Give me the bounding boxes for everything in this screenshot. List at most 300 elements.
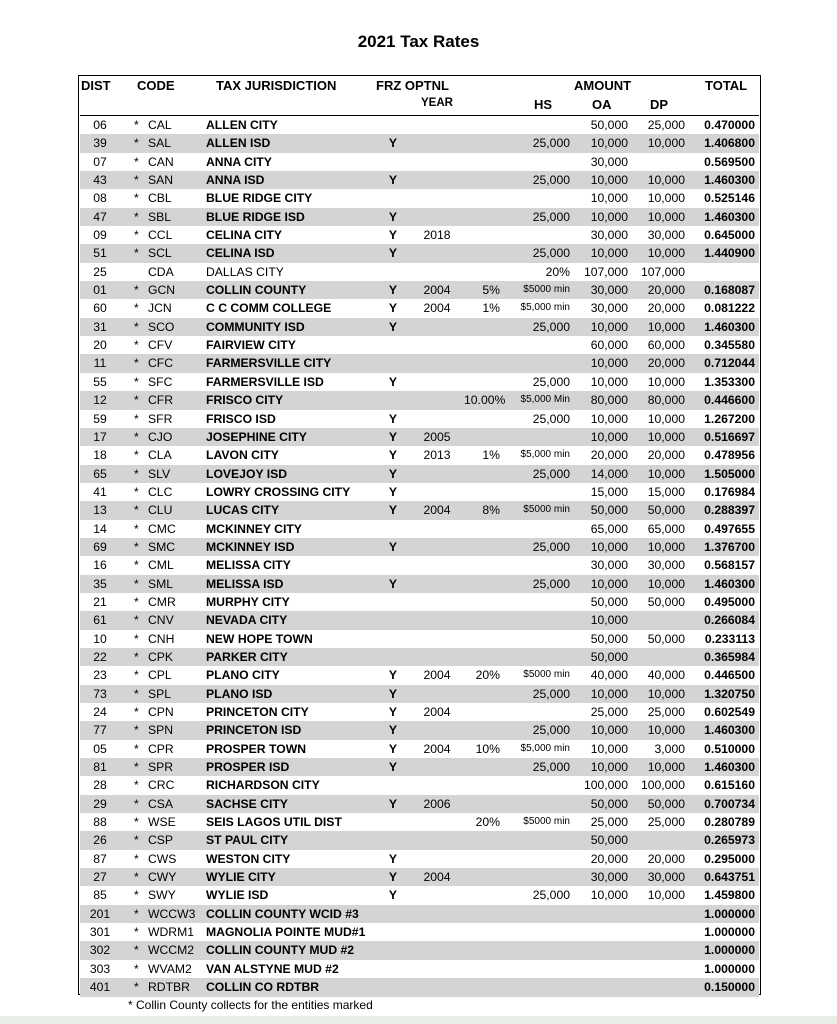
- collected-marker: *: [134, 173, 139, 188]
- jurisdiction-cell: COLLIN COUNTY: [206, 283, 307, 298]
- jurisdiction-cell: PLANO CITY: [206, 668, 280, 683]
- total-cell: 0.288397: [704, 503, 755, 518]
- dp-cell: 10,000: [647, 246, 685, 261]
- total-cell: 0.712044: [704, 356, 755, 371]
- hs-cell: $5,000 min: [520, 302, 570, 314]
- dp-cell: 15,000: [647, 484, 685, 499]
- table-row: [80, 134, 759, 152]
- oa-cell: 50,000: [590, 833, 628, 848]
- year-cell: 2004: [423, 503, 451, 518]
- total-cell: 1.460300: [704, 576, 755, 591]
- collected-marker: *: [134, 521, 139, 536]
- jurisdiction-cell: COLLIN CO RDTBR: [206, 980, 320, 995]
- dp-cell: 20,000: [647, 301, 685, 316]
- code-cell: CJO: [148, 429, 173, 444]
- dist-cell: 18: [93, 448, 107, 463]
- dp-cell: 10,000: [647, 686, 685, 701]
- dist-cell: 69: [93, 539, 107, 554]
- total-cell: 1.460300: [704, 319, 755, 334]
- oa-cell: 10,000: [590, 136, 628, 151]
- frz-cell: Y: [388, 173, 398, 188]
- table-row: [80, 428, 759, 446]
- year-cell: 2004: [423, 668, 451, 683]
- optional-pct-cell: 20%: [475, 815, 500, 830]
- total-cell: 1.376700: [704, 539, 755, 554]
- collected-marker: *: [134, 411, 139, 426]
- code-cell: CAN: [148, 154, 174, 169]
- table-row: [80, 721, 759, 739]
- dist-cell: 35: [93, 576, 107, 591]
- header-code: CODE: [137, 78, 175, 93]
- dist-cell: 85: [93, 888, 107, 903]
- oa-cell: 10,000: [590, 319, 628, 334]
- total-cell: 0.495000: [704, 594, 755, 609]
- dp-cell: 60,000: [647, 338, 685, 353]
- total-cell: 0.233113: [704, 631, 755, 646]
- table-row: [80, 630, 759, 648]
- dist-cell: 13: [93, 503, 107, 518]
- dp-cell: 107,000: [640, 264, 685, 279]
- dp-cell: 25,000: [647, 815, 685, 830]
- code-cell: CWS: [148, 851, 177, 866]
- collected-marker: *: [134, 649, 139, 664]
- total-cell: 1.460300: [704, 760, 755, 775]
- collected-marker: *: [134, 833, 139, 848]
- oa-cell: 10,000: [590, 686, 628, 701]
- oa-cell: 65,000: [590, 521, 628, 536]
- code-cell: SCO: [148, 319, 175, 334]
- code-cell: CNV: [148, 613, 174, 628]
- code-cell: CSA: [148, 796, 174, 811]
- oa-cell: 15,000: [590, 484, 628, 499]
- year-cell: 2004: [423, 741, 451, 756]
- header-year: YEAR: [421, 97, 453, 109]
- total-cell: 0.516697: [704, 429, 755, 444]
- collected-marker: *: [134, 393, 139, 408]
- oa-cell: 25,000: [590, 705, 628, 719]
- header-total: TOTAL: [705, 78, 748, 93]
- oa-cell: 10,000: [590, 374, 628, 389]
- total-cell: 0.700734: [704, 796, 755, 811]
- dist-cell: 55: [93, 374, 107, 389]
- code-cell: SML: [148, 576, 174, 591]
- code-cell: SAN: [148, 173, 174, 188]
- year-cell: 2004: [423, 705, 451, 719]
- total-cell: 1.353300: [704, 374, 755, 389]
- frz-cell: Y: [388, 851, 398, 866]
- collected-marker: *: [134, 484, 139, 499]
- jurisdiction-cell: CELINA CITY: [206, 228, 283, 243]
- table-row: [80, 336, 759, 354]
- dp-cell: 10,000: [647, 173, 685, 188]
- total-cell: 1.505000: [704, 466, 755, 481]
- hs-cell: 25,000: [532, 411, 570, 426]
- frz-cell: Y: [388, 668, 398, 683]
- table-row: [80, 318, 759, 336]
- jurisdiction-cell: PRINCETON ISD: [206, 723, 302, 738]
- jurisdiction-cell: FRISCO ISD: [206, 411, 276, 426]
- oa-cell: 10,000: [590, 173, 628, 188]
- total-cell: 0.569500: [704, 154, 755, 169]
- hs-cell: 25,000: [532, 136, 570, 151]
- collected-marker: *: [134, 723, 139, 738]
- frz-cell: Y: [388, 301, 398, 316]
- frz-cell: Y: [388, 448, 398, 463]
- frz-cell: Y: [388, 760, 398, 775]
- total-cell: 0.497655: [704, 521, 755, 536]
- oa-cell: 10,000: [590, 576, 628, 591]
- oa-cell: 14,000: [590, 466, 628, 481]
- table-row: [80, 556, 759, 574]
- hs-cell: $5,000 Min: [520, 394, 570, 406]
- code-cell: SPN: [148, 723, 174, 738]
- collected-marker: *: [134, 191, 139, 206]
- dist-cell: 401: [89, 980, 111, 995]
- code-cell: GCN: [148, 283, 176, 298]
- code-cell: CSP: [148, 833, 174, 848]
- oa-cell: 10,000: [590, 888, 628, 903]
- jurisdiction-cell: C C COMM COLLEGE: [206, 301, 332, 316]
- jurisdiction-cell: ANNA CITY: [206, 154, 272, 169]
- jurisdiction-cell: FARMERSVILLE CITY: [206, 356, 332, 371]
- year-cell: 2004: [423, 870, 451, 885]
- code-cell: CNH: [148, 631, 175, 646]
- jurisdiction-cell: SEIS LAGOS UTIL DIST: [206, 815, 342, 830]
- collected-marker: *: [134, 301, 139, 316]
- dist-cell: 39: [93, 136, 107, 151]
- table-row: [80, 410, 759, 428]
- collected-marker: *: [134, 980, 139, 995]
- table-row: [80, 520, 759, 538]
- header-dist: DIST: [81, 78, 111, 93]
- collected-marker: *: [134, 539, 139, 554]
- table-row: [80, 886, 759, 904]
- dp-cell: 25,000: [647, 118, 685, 132]
- table-row: [80, 281, 759, 299]
- frz-cell: Y: [388, 741, 398, 756]
- dist-cell: 61: [93, 613, 107, 628]
- dp-cell: 10,000: [647, 319, 685, 334]
- total-cell: 0.525146: [704, 191, 755, 206]
- jurisdiction-cell: MAGNOLIA POINTE MUD#1: [206, 925, 366, 940]
- frz-cell: Y: [388, 283, 398, 298]
- collected-marker: *: [134, 925, 139, 940]
- jurisdiction-cell: SACHSE CITY: [206, 796, 288, 811]
- oa-cell: 40,000: [590, 668, 628, 683]
- hs-cell: 25,000: [532, 576, 570, 591]
- optional-pct-cell: 1%: [482, 448, 500, 463]
- dp-cell: 100,000: [640, 778, 685, 793]
- collected-marker: *: [134, 558, 139, 573]
- oa-cell: 30,000: [590, 154, 628, 169]
- collected-marker: *: [134, 870, 139, 885]
- dist-cell: 28: [93, 778, 107, 793]
- optional-pct-cell: 10%: [475, 741, 500, 756]
- oa-cell: 10,000: [590, 209, 628, 224]
- dist-cell: 24: [93, 705, 107, 719]
- oa-cell: 10,000: [590, 741, 628, 756]
- jurisdiction-cell: LOWRY CROSSING CITY: [206, 484, 351, 499]
- dp-cell: 50,000: [647, 594, 685, 609]
- table-row: [80, 446, 759, 464]
- code-cell: CMR: [148, 594, 176, 609]
- dist-cell: 51: [93, 246, 107, 261]
- oa-cell: 10,000: [590, 246, 628, 261]
- collected-marker: *: [134, 246, 139, 261]
- frz-cell: Y: [388, 411, 398, 426]
- dp-cell: 10,000: [647, 429, 685, 444]
- total-cell: 1.460300: [704, 173, 755, 188]
- table-row: [80, 189, 759, 207]
- total-cell: 1.320750: [704, 686, 755, 701]
- table-row: [80, 703, 759, 721]
- year-cell: 2005: [423, 429, 451, 444]
- dist-cell: 77: [93, 723, 107, 738]
- collected-marker: *: [134, 576, 139, 591]
- table-row: [80, 538, 759, 556]
- dist-cell: 11: [93, 356, 107, 371]
- oa-cell: 50,000: [590, 649, 628, 664]
- page-bottom-bar: [0, 1016, 837, 1024]
- total-cell: 0.266084: [704, 613, 755, 628]
- collected-marker: *: [134, 851, 139, 866]
- dist-cell: 10: [93, 631, 107, 646]
- table-row: [80, 611, 759, 629]
- oa-cell: 30,000: [590, 228, 628, 243]
- dp-cell: 10,000: [647, 411, 685, 426]
- jurisdiction-cell: MURPHY CITY: [206, 594, 290, 609]
- dp-cell: 20,000: [647, 448, 685, 463]
- dist-cell: 07: [93, 154, 107, 169]
- table-row: [80, 666, 759, 684]
- hs-cell: 25,000: [532, 374, 570, 389]
- jurisdiction-cell: LOVEJOY ISD: [206, 466, 288, 481]
- total-cell: 0.615160: [704, 778, 755, 793]
- oa-cell: 50,000: [590, 503, 628, 518]
- code-cell: CMC: [148, 521, 176, 536]
- table-row: [80, 740, 759, 758]
- dist-cell: 21: [93, 594, 107, 609]
- total-cell: 0.265973: [704, 833, 755, 848]
- frz-cell: Y: [388, 576, 398, 591]
- collected-marker: *: [134, 613, 139, 628]
- oa-cell: 20,000: [590, 448, 628, 463]
- dist-cell: 88: [93, 815, 107, 830]
- collected-marker: *: [134, 356, 139, 371]
- frz-cell: Y: [388, 246, 398, 261]
- code-cell: CPN: [148, 705, 174, 719]
- collected-marker: *: [134, 594, 139, 609]
- dp-cell: 10,000: [647, 191, 685, 206]
- table-row: [80, 758, 759, 776]
- total-cell: 0.176984: [704, 484, 755, 499]
- total-cell: 1.000000: [704, 925, 755, 940]
- jurisdiction-cell: MELISSA ISD: [206, 576, 284, 591]
- total-cell: 0.645000: [704, 228, 755, 243]
- table-row: [80, 648, 759, 666]
- total-cell: 1.460300: [704, 209, 755, 224]
- dp-cell: 20,000: [647, 356, 685, 371]
- hs-cell: 25,000: [532, 246, 570, 261]
- oa-cell: 10,000: [590, 356, 628, 371]
- table-row: [80, 978, 759, 996]
- dist-cell: 26: [93, 833, 107, 848]
- dist-cell: 29: [93, 796, 107, 811]
- total-cell: 1.000000: [704, 906, 755, 921]
- dist-cell: 16: [93, 558, 107, 573]
- total-cell: 0.150000: [704, 980, 755, 995]
- jurisdiction-cell: LUCAS CITY: [206, 503, 280, 518]
- collected-marker: *: [134, 943, 139, 958]
- dist-cell: 20: [93, 338, 107, 353]
- jurisdiction-cell: PROSPER ISD: [206, 760, 290, 775]
- table-row: [80, 226, 759, 244]
- dist-cell: 73: [93, 686, 107, 701]
- jurisdiction-cell: COMMUNITY ISD: [206, 319, 305, 334]
- code-cell: SLV: [148, 466, 171, 481]
- code-cell: SAL: [148, 136, 172, 151]
- dist-cell: 12: [93, 393, 107, 408]
- table-body: [80, 116, 759, 997]
- dp-cell: 30,000: [647, 870, 685, 885]
- collected-marker: *: [134, 631, 139, 646]
- table-row: [80, 354, 759, 372]
- total-cell: 1.406800: [704, 136, 755, 151]
- oa-cell: 10,000: [590, 539, 628, 554]
- collected-marker: *: [134, 228, 139, 243]
- code-cell: SPL: [148, 686, 172, 701]
- optional-pct-cell: 8%: [482, 503, 500, 518]
- oa-cell: 100,000: [583, 778, 628, 793]
- total-cell: 1.267200: [704, 411, 755, 426]
- collected-marker: *: [134, 815, 139, 830]
- table-row: [80, 244, 759, 262]
- table-row: [80, 776, 759, 794]
- header-hs: HS: [534, 97, 553, 112]
- hs-cell: $5000 min: [523, 504, 570, 516]
- jurisdiction-cell: WYLIE ISD: [206, 888, 269, 903]
- frz-cell: Y: [388, 870, 398, 885]
- code-cell: CFV: [148, 338, 173, 353]
- oa-cell: 50,000: [590, 594, 628, 609]
- hs-cell: $5000 min: [523, 284, 570, 296]
- dp-cell: 20,000: [647, 283, 685, 298]
- total-cell: 1.000000: [704, 943, 755, 958]
- collected-marker: *: [134, 503, 139, 518]
- dp-cell: 3,000: [654, 741, 685, 756]
- total-cell: 0.568157: [704, 558, 755, 573]
- jurisdiction-cell: COLLIN COUNTY MUD #2: [206, 943, 355, 958]
- frz-cell: Y: [388, 503, 398, 518]
- optional-pct-cell: 20%: [475, 668, 500, 683]
- frz-cell: Y: [388, 539, 398, 554]
- table-row: [80, 813, 759, 831]
- dp-cell: 25,000: [647, 705, 685, 719]
- collected-marker: *: [134, 961, 139, 976]
- hs-cell: 25,000: [532, 209, 570, 224]
- collected-marker: *: [134, 429, 139, 444]
- jurisdiction-cell: PROSPER TOWN: [206, 741, 306, 756]
- table-row: [80, 905, 759, 923]
- jurisdiction-cell: DALLAS CITY: [206, 264, 284, 279]
- header-oa: OA: [592, 97, 612, 112]
- dp-cell: 40,000: [647, 668, 685, 683]
- frz-cell: Y: [388, 466, 398, 481]
- optional-pct-cell: 5%: [482, 283, 500, 298]
- table-row: [80, 685, 759, 703]
- dp-cell: 30,000: [647, 228, 685, 243]
- header-frz-optnl: FRZ OPTNL: [376, 78, 449, 93]
- oa-cell: 107,000: [583, 264, 628, 279]
- year-cell: 2018: [423, 228, 451, 243]
- collected-marker: *: [134, 448, 139, 463]
- dist-cell: 31: [93, 319, 107, 334]
- dist-cell: 301: [89, 925, 111, 940]
- total-cell: 0.446600: [704, 393, 755, 408]
- jurisdiction-cell: VAN ALSTYNE MUD #2: [206, 961, 339, 976]
- dp-cell: 30,000: [647, 558, 685, 573]
- code-cell: CFC: [148, 356, 174, 371]
- collected-marker: *: [134, 906, 139, 921]
- jurisdiction-cell: FRISCO CITY: [206, 393, 284, 408]
- frz-cell: Y: [388, 209, 398, 224]
- code-cell: CLA: [148, 448, 172, 463]
- total-cell: 0.081222: [704, 301, 755, 316]
- jurisdiction-cell: CELINA ISD: [206, 246, 275, 261]
- jurisdiction-cell: JOSEPHINE CITY: [206, 429, 307, 444]
- total-cell: 0.446500: [704, 668, 755, 683]
- total-cell: 0.345580: [704, 338, 755, 353]
- year-cell: 2004: [423, 301, 451, 316]
- code-cell: CFR: [148, 393, 174, 408]
- total-cell: 0.478956: [704, 448, 755, 463]
- collected-marker: *: [134, 118, 139, 132]
- oa-cell: 30,000: [590, 283, 628, 298]
- jurisdiction-cell: BLUE RIDGE ISD: [206, 209, 305, 224]
- dp-cell: 10,000: [647, 888, 685, 903]
- frz-cell: Y: [388, 723, 398, 738]
- hs-cell: 25,000: [532, 173, 570, 188]
- collected-marker: *: [134, 888, 139, 903]
- collected-marker: *: [134, 466, 139, 481]
- hs-cell: 25,000: [532, 686, 570, 701]
- dp-cell: 65,000: [647, 521, 685, 536]
- frz-cell: Y: [388, 228, 398, 243]
- table-row: [80, 941, 759, 959]
- table-row: [80, 465, 759, 483]
- jurisdiction-cell: ST PAUL CITY: [206, 833, 289, 848]
- dist-cell: 65: [93, 466, 107, 481]
- collected-marker: *: [134, 778, 139, 793]
- frz-cell: Y: [388, 705, 398, 719]
- oa-cell: 10,000: [590, 613, 628, 628]
- dist-cell: 22: [93, 649, 107, 664]
- oa-cell: 30,000: [590, 558, 628, 573]
- table-row: [80, 208, 759, 226]
- page-title: 2021 Tax Rates: [357, 32, 480, 51]
- dist-cell: 87: [93, 851, 107, 866]
- dist-cell: 09: [93, 228, 107, 243]
- table-row: [80, 850, 759, 868]
- collected-marker: *: [134, 338, 139, 353]
- dist-cell: 23: [93, 668, 107, 683]
- year-cell: 2004: [423, 283, 451, 298]
- jurisdiction-cell: PRINCETON CITY: [206, 705, 309, 719]
- code-cell: CCL: [148, 228, 173, 243]
- code-cell: WSE: [148, 815, 176, 830]
- total-cell: 0.602549: [704, 705, 755, 719]
- total-cell: 0.510000: [704, 741, 755, 756]
